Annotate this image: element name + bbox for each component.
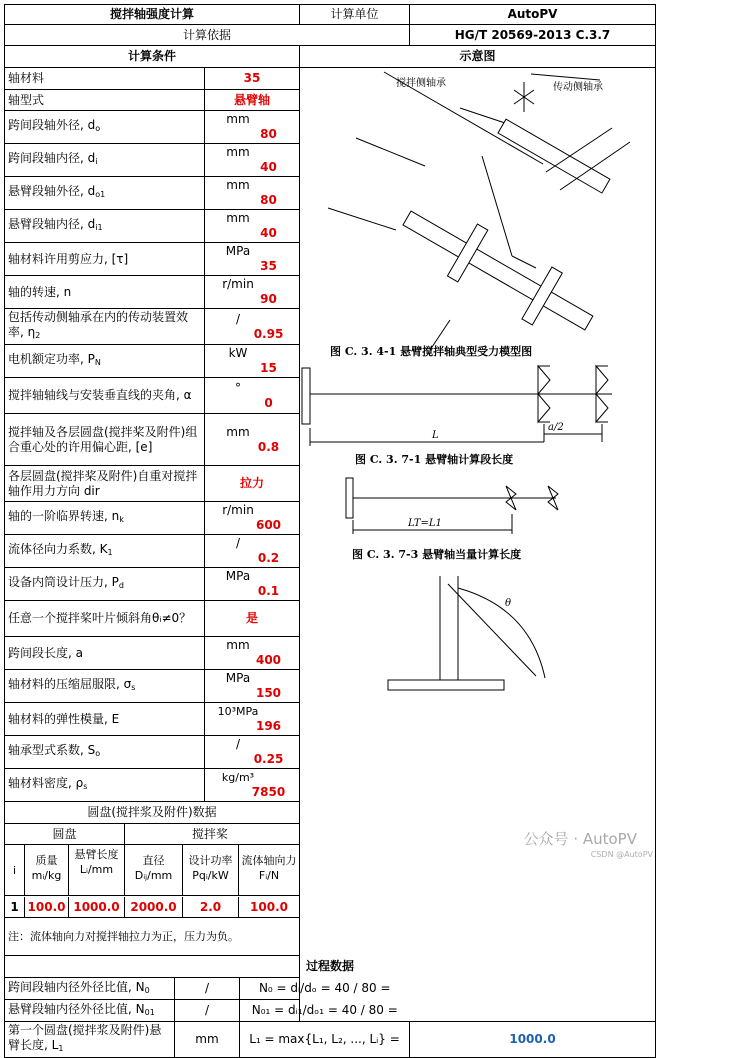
process-formula: L₁ = max{L₁, L₂, ..., Lᵢ} = bbox=[240, 1022, 410, 1058]
basis-label: 计算依据 bbox=[5, 25, 410, 46]
process-unit: / bbox=[175, 1000, 240, 1022]
row-unit-value: kW 15 bbox=[205, 345, 300, 378]
row-label: 各层圆盘(搅拌桨及附件)自重对搅拌轴作用力方向 dir bbox=[5, 466, 205, 502]
row-unit-value: / 0.25 bbox=[205, 736, 300, 769]
row-unit-value: r/min 600 bbox=[205, 502, 300, 535]
figure-force-model bbox=[328, 72, 630, 350]
row-unit-value: kg/m³ 7850 bbox=[205, 769, 300, 802]
watermark: 公众号 · AutoPV bbox=[523, 830, 637, 848]
row-unit-value: ° 0 bbox=[205, 378, 300, 414]
sheet-title: 搅拌轴强度计算 bbox=[5, 5, 300, 25]
watermark-small: CSDN @AutoPV bbox=[590, 850, 653, 859]
process-label: 悬臂段轴内径外径比值, $N_{01}$ bbox=[5, 1000, 175, 1022]
process-label: 跨间段轴内径外径比值, $N_0$ bbox=[5, 978, 175, 1000]
row-label: 悬臂段轴内径, $d_{i1}$ bbox=[5, 210, 205, 243]
disc-note: 注：流体轴向力对搅拌轴拉力为正，压力为负。 bbox=[5, 918, 300, 956]
fig1-caption: 图 C. 3. 4-1 悬臂搅拌轴典型受力模型图 bbox=[330, 345, 533, 358]
diagram-figures bbox=[300, 68, 737, 720]
conditions-heading: 计算条件 bbox=[5, 46, 300, 68]
disc-heading: 圆盘(搅拌浆及附件)数据 bbox=[5, 802, 300, 824]
row-label: 轴材料密度, $\rho_s$ bbox=[5, 769, 205, 802]
process-label: 第一个圆盘(搅拌浆及附件)悬臂长度, $L_1$ bbox=[5, 1022, 175, 1058]
row-unit-value: / 0.95 bbox=[205, 309, 300, 345]
fig1-label-agitator-bearing: 搅拌侧轴承 bbox=[396, 78, 446, 89]
main-table bbox=[4, 4, 656, 1058]
row-label: 轴的一阶临界转速, $n_k$ bbox=[5, 502, 205, 535]
row-label: 轴材料 bbox=[5, 68, 205, 90]
process-unit: mm bbox=[175, 1022, 240, 1058]
row-value: 悬臂轴 bbox=[205, 90, 300, 111]
row-unit-value: r/min 90 bbox=[205, 276, 300, 309]
diagram-panel bbox=[300, 68, 656, 1022]
figure-calc-length bbox=[302, 366, 612, 446]
process-formula: N₀₁ = dᵢ₁/dₒ₁ = 40 / 80 = bbox=[240, 1000, 410, 1022]
row-label: 悬臂段轴外径, $d_{o1}$ bbox=[5, 177, 205, 210]
unit-label: 计算单位 bbox=[300, 5, 410, 25]
row-label: 轴材料的弹性模量, E bbox=[5, 703, 205, 736]
row-unit-value: mm 80 bbox=[205, 111, 300, 144]
row-label: 跨间段轴外径, $d_o$ bbox=[5, 111, 205, 144]
disc-row: 1 100.0 1000.0 2000.0 2.0 100.0 bbox=[5, 896, 300, 918]
row-label: 搅拌轴及各层圆盘(搅拌桨及附件)组合重心处的许用偏心距, [e] bbox=[5, 414, 205, 466]
row-unit-value: mm 400 bbox=[205, 637, 300, 670]
fig3-label-lt: LT=L1 bbox=[408, 518, 442, 529]
row-unit-value: mm 40 bbox=[205, 210, 300, 243]
row-label: 任意一个搅拌桨叶片倾斜角θᵢ≠0？ bbox=[5, 601, 205, 637]
row-unit-value: MPa 150 bbox=[205, 670, 300, 703]
row-unit-value: MPa 0.1 bbox=[205, 568, 300, 601]
disc-column-headers: i 质量 mᵢ/kg 悬臂长度 Lᵢ/mm 直径 Dᵢⱼ/mm 设计功率 Pqᵢ/kW 流体轴向力 Fᵢ/N bbox=[5, 845, 300, 896]
disc-group-header: 圆盘 搅拌桨 bbox=[5, 824, 300, 845]
row-label: 跨间段长度, a bbox=[5, 637, 205, 670]
process-value: 1000.0 bbox=[410, 1022, 656, 1058]
fig1-label-drive-bearing: 传动侧轴承 bbox=[553, 82, 603, 93]
unit-value: AutoPV bbox=[410, 5, 656, 25]
row-label: 轴的转速, n bbox=[5, 276, 205, 309]
fig2-label-a2: a/2 bbox=[548, 422, 564, 433]
basis-value: HG/T 20569-2013 C.3.7 bbox=[410, 25, 656, 46]
process-formula: N₀ = dᵢ/dₒ = 40 / 80 = bbox=[240, 978, 410, 1000]
fig2-caption: 图 C. 3. 7-1 悬臂轴计算段长度 bbox=[355, 453, 514, 466]
row-value: 是 bbox=[205, 601, 300, 637]
row-unit-value: mm 0.8 bbox=[205, 414, 300, 466]
row-value: 35 bbox=[205, 68, 300, 90]
row-label: 设备内筒设计压力, $P_d$ bbox=[5, 568, 205, 601]
row-unit-value: mm 80 bbox=[205, 177, 300, 210]
row-label: 轴材料许用剪应力, [τ] bbox=[5, 243, 205, 276]
row-label: 轴承型式系数, $S_o$ bbox=[5, 736, 205, 769]
row-unit-value: 10³MPa 196 bbox=[205, 703, 300, 736]
diagram-heading: 示意图 bbox=[300, 46, 656, 68]
figure-equivalent-length bbox=[346, 478, 558, 534]
row-unit-value: mm 40 bbox=[205, 144, 300, 177]
row-label: 跨间段轴内径, $d_i$ bbox=[5, 144, 205, 177]
row-label: 轴材料的压缩屈服限, $\sigma_s$ bbox=[5, 670, 205, 703]
fig2-label-lb: L bbox=[432, 430, 439, 441]
row-label: 电机额定功率, $P_N$ bbox=[5, 345, 205, 378]
process-unit: / bbox=[175, 978, 240, 1000]
row-label: 轴型式 bbox=[5, 90, 205, 111]
fig3-caption: 图 C. 3. 7-3 悬臂轴当量计算长度 bbox=[352, 548, 522, 561]
process-heading: 过程数据 bbox=[5, 956, 656, 978]
row-label: 搅拌轴轴线与安装垂直线的夹角, α bbox=[5, 378, 205, 414]
row-label: 流体径向力系数, $K_1$ bbox=[5, 535, 205, 568]
row-value: 拉力 bbox=[205, 466, 300, 502]
fig4-label-theta: θ bbox=[505, 598, 512, 609]
row-label: 包括传动侧轴承在内的传动装置效率, $\eta_2$ bbox=[5, 309, 205, 345]
row-unit-value: MPa 35 bbox=[205, 243, 300, 276]
figure-blade-angle bbox=[388, 576, 545, 690]
row-unit-value: / 0.2 bbox=[205, 535, 300, 568]
